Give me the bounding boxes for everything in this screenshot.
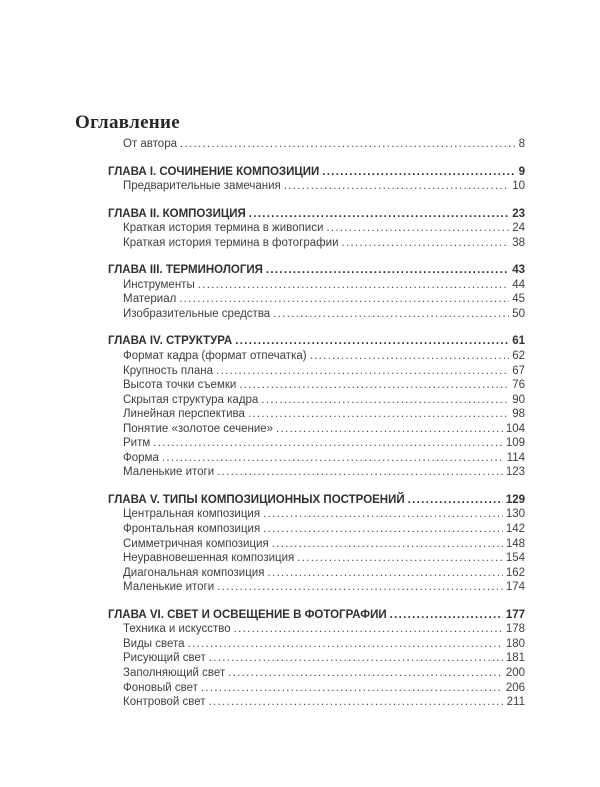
toc-page-number: 181 bbox=[505, 652, 525, 665]
toc-page-number: 90 bbox=[512, 393, 525, 406]
leader-dots bbox=[266, 263, 509, 278]
toc-entry-label: Фоновый свет bbox=[123, 681, 198, 694]
leader-dots bbox=[235, 334, 509, 349]
toc-page-number: 44 bbox=[512, 278, 525, 291]
toc-page-number: 130 bbox=[505, 508, 525, 521]
toc-page-number: 154 bbox=[505, 552, 525, 565]
toc-entry-label: Фронтальная композиция bbox=[123, 523, 261, 536]
toc-entry-label: Краткая история термина в живописи bbox=[123, 222, 324, 235]
toc-entry bbox=[108, 179, 525, 194]
toc-page-number: 123 bbox=[505, 466, 525, 479]
toc-entry bbox=[108, 507, 525, 522]
toc-entry-label: Изобразительные средства bbox=[123, 307, 271, 320]
toc-page-number: 24 bbox=[512, 222, 525, 235]
toc-page-number: 76 bbox=[512, 379, 525, 392]
toc-chapter-heading bbox=[108, 165, 525, 180]
toc-entry bbox=[108, 236, 525, 251]
toc-chapter-1 bbox=[108, 165, 525, 194]
toc-page-number: 50 bbox=[512, 307, 525, 320]
toc-page-number: 177 bbox=[505, 608, 525, 621]
toc-chapter-2 bbox=[108, 207, 525, 251]
toc-chapter-5 bbox=[108, 493, 525, 595]
toc-entry bbox=[108, 278, 525, 293]
leader-dots bbox=[267, 566, 502, 581]
toc-chapter-3 bbox=[108, 263, 525, 321]
leader-dots bbox=[390, 608, 503, 623]
leader-dots bbox=[179, 292, 509, 307]
leader-dots bbox=[322, 165, 515, 180]
toc-page-number: 23 bbox=[512, 207, 525, 220]
toc-entry bbox=[108, 622, 525, 637]
toc-entry bbox=[108, 637, 525, 652]
toc-entry bbox=[108, 407, 525, 422]
leader-dots bbox=[310, 349, 510, 364]
toc-front-matter bbox=[108, 137, 525, 152]
toc-entry-label: Рисующий свет bbox=[123, 652, 206, 665]
toc-chapter-heading bbox=[108, 207, 525, 222]
toc-page-number: 180 bbox=[505, 637, 525, 650]
toc-chapter-title: ГЛАВА III. ТЕРМИНОЛОГИЯ bbox=[108, 264, 263, 277]
toc-page-number: 10 bbox=[512, 180, 525, 193]
leader-dots bbox=[248, 407, 509, 422]
toc-page-number: 9 bbox=[518, 165, 525, 178]
toc-page-number: 174 bbox=[505, 581, 525, 594]
toc-entry-label: Виды света bbox=[123, 637, 185, 650]
toc-page-number: 98 bbox=[512, 408, 525, 421]
toc-entry-label: Понятие «золотое сечение» bbox=[123, 422, 274, 435]
toc-entry-label: Форма bbox=[123, 451, 159, 464]
toc-entry-label: Неуравновешенная композиция bbox=[123, 552, 295, 565]
leader-dots bbox=[263, 522, 503, 537]
toc-entry-label: Крупность плана bbox=[123, 364, 213, 377]
toc-entry-label: Маленькие итоги bbox=[123, 581, 215, 594]
toc-page-number: 61 bbox=[512, 335, 525, 348]
toc-page-number: 211 bbox=[506, 696, 525, 709]
leader-dots bbox=[180, 137, 516, 152]
toc-entry-label: Инструменты bbox=[123, 278, 195, 291]
leader-dots bbox=[284, 179, 509, 194]
leader-dots bbox=[342, 236, 510, 251]
toc-entry-label: От автора bbox=[123, 138, 177, 150]
leader-dots bbox=[217, 465, 503, 480]
leader-dots bbox=[188, 637, 503, 652]
toc-entry-label: Высота точки съемки bbox=[123, 379, 237, 392]
toc-chapter-title: ГЛАВА IV. СТРУКТУРА bbox=[108, 335, 233, 348]
toc-entry bbox=[108, 221, 525, 236]
toc-entry-label: Ритм bbox=[123, 437, 151, 450]
toc-entry bbox=[108, 580, 525, 595]
toc-entry bbox=[108, 522, 525, 537]
toc-page-number: 162 bbox=[505, 566, 525, 579]
toc-page-number: 43 bbox=[512, 264, 525, 277]
toc-page-number: 104 bbox=[505, 422, 525, 435]
toc-chapter-title: ГЛАВА V. ТИПЫ КОМПОЗИЦИОННЫХ ПОСТРОЕНИЙ bbox=[108, 493, 405, 506]
leader-dots bbox=[408, 493, 503, 508]
toc-page-number: 62 bbox=[512, 350, 525, 363]
table-of-contents bbox=[108, 137, 525, 710]
toc-entry-label: Маленькие итоги bbox=[123, 466, 215, 479]
leader-dots bbox=[239, 378, 509, 393]
toc-page-number: 200 bbox=[505, 666, 525, 679]
toc-entry bbox=[108, 393, 525, 408]
toc-entry bbox=[108, 666, 525, 681]
leader-dots bbox=[228, 666, 503, 681]
toc-entry-label: Диагональная композиция bbox=[123, 566, 265, 579]
leader-dots bbox=[234, 622, 503, 637]
toc-page-number: 8 bbox=[518, 138, 525, 150]
toc-entry-label: Краткая история термина в фотографии bbox=[123, 236, 339, 249]
toc-entry-label: Линейная перспектива bbox=[123, 408, 245, 421]
toc-entry bbox=[108, 364, 525, 379]
toc-entry bbox=[108, 551, 525, 566]
toc-page-number: 114 bbox=[506, 451, 525, 464]
leader-dots bbox=[273, 307, 509, 322]
leader-dots bbox=[217, 580, 503, 595]
toc-page-number: 67 bbox=[512, 364, 525, 377]
toc-entry-label: Скрытая структура кадра bbox=[123, 393, 259, 406]
toc-entry-label: Симметричная композиция bbox=[123, 537, 269, 550]
toc-chapter-4 bbox=[108, 334, 525, 479]
toc-chapter-heading bbox=[108, 263, 525, 278]
leader-dots bbox=[216, 364, 509, 379]
toc-entry bbox=[108, 566, 525, 581]
toc-entry-label: Предварительные замечания bbox=[123, 180, 281, 193]
toc-entry bbox=[108, 349, 525, 364]
toc-page-number: 109 bbox=[505, 437, 525, 450]
toc-chapter-6 bbox=[108, 608, 525, 710]
toc-entry bbox=[108, 137, 525, 152]
leader-dots bbox=[261, 393, 509, 408]
leader-dots bbox=[297, 551, 503, 566]
leader-dots bbox=[209, 695, 504, 710]
leader-dots bbox=[162, 451, 504, 466]
toc-entry-label: Заполняющий свет bbox=[123, 666, 226, 679]
toc-entry bbox=[108, 695, 525, 710]
toc-entry-label: Центральная композиция bbox=[123, 508, 261, 521]
toc-chapter-heading bbox=[108, 608, 525, 623]
toc-entry bbox=[108, 422, 525, 437]
leader-dots bbox=[209, 651, 503, 666]
toc-chapter-heading bbox=[108, 334, 525, 349]
toc-entry bbox=[108, 451, 525, 466]
leader-dots bbox=[201, 681, 503, 696]
toc-entry bbox=[108, 537, 525, 552]
leader-dots bbox=[276, 422, 503, 437]
leader-dots bbox=[263, 507, 503, 522]
toc-page-number: 178 bbox=[505, 623, 525, 636]
leader-dots bbox=[198, 278, 509, 293]
toc-entry bbox=[108, 651, 525, 666]
leader-dots bbox=[249, 207, 509, 222]
toc-entry bbox=[108, 307, 525, 322]
toc-entry-label: Техника и искусство bbox=[123, 623, 231, 636]
toc-entry bbox=[108, 465, 525, 480]
toc-page-number: 45 bbox=[512, 293, 525, 306]
toc-page-number: 38 bbox=[512, 236, 525, 249]
toc-entry-label: Материал bbox=[123, 293, 177, 306]
toc-page-number: 148 bbox=[505, 537, 525, 550]
toc-chapter-title: ГЛАВА I. СОЧИНЕНИЕ КОМПОЗИЦИИ bbox=[108, 165, 320, 178]
toc-page-number: 129 bbox=[505, 493, 525, 506]
toc-entry-label: Формат кадра (формат отпечатка) bbox=[123, 350, 307, 363]
toc-entry bbox=[108, 292, 525, 307]
page-title: Оглавление bbox=[75, 111, 181, 133]
toc-entry bbox=[108, 378, 525, 393]
toc-page-number: 206 bbox=[505, 681, 525, 694]
toc-chapter-heading bbox=[108, 493, 525, 508]
leader-dots bbox=[272, 537, 503, 552]
toc-entry bbox=[108, 681, 525, 696]
leader-dots bbox=[153, 436, 503, 451]
leader-dots bbox=[326, 221, 509, 236]
toc-entry bbox=[108, 436, 525, 451]
toc-entry-label: Контровой свет bbox=[123, 696, 206, 709]
toc-chapter-title: ГЛАВА II. КОМПОЗИЦИЯ bbox=[108, 207, 246, 220]
toc-page-number: 142 bbox=[505, 523, 525, 536]
toc-chapter-title: ГЛАВА VI. СВЕТ И ОСВЕЩЕНИЕ В ФОТОГРАФИИ bbox=[108, 608, 387, 621]
